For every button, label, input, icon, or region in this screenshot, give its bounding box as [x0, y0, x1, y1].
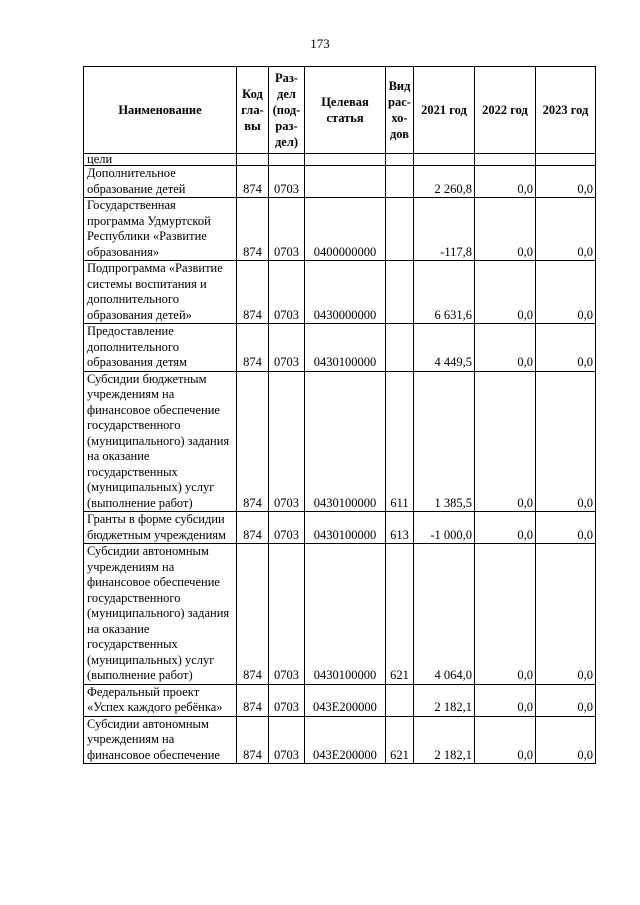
table-row [84, 512, 596, 544]
cell-2021: 2 182,1 [414, 684, 475, 716]
cell-statya: 0430000000 [305, 261, 386, 324]
cell-razdel: 0703 [269, 684, 305, 716]
cell-razdel: 0703 [269, 371, 305, 512]
cell-2021: 6 631,6 [414, 261, 475, 324]
cell-glava: 874 [237, 512, 269, 544]
cell-2022: 0,0 [475, 371, 536, 512]
table-row [84, 371, 596, 512]
header-razdel: Раз-дел (под-раз-дел) [269, 67, 305, 154]
cell-2021: 2 182,1 [414, 716, 475, 764]
cell-statya [305, 166, 386, 198]
cell-vid: 621 [386, 544, 414, 685]
header-2021: 2021 год [414, 67, 475, 154]
cell-glava: 874 [237, 166, 269, 198]
cell-vid: 613 [386, 512, 414, 544]
header-glava: Код гла-вы [237, 67, 269, 154]
cell-2021: 2 260,8 [414, 166, 475, 198]
cell-2022: 0,0 [475, 166, 536, 198]
cell-glava: 874 [237, 371, 269, 512]
header-2022: 2022 год [475, 67, 536, 154]
cell-statya: 0430100000 [305, 512, 386, 544]
cell-glava: 874 [237, 198, 269, 261]
cell-2022: 0,0 [475, 684, 536, 716]
cell-razdel: 0703 [269, 261, 305, 324]
table-row [84, 544, 596, 685]
cell-razdel: 0703 [269, 324, 305, 372]
cell-2023: 0,0 [536, 324, 596, 372]
table-row [84, 684, 596, 716]
cell-vid [386, 684, 414, 716]
cell-2023: 0,0 [536, 512, 596, 544]
cell-2022: 0,0 [475, 544, 536, 685]
cell-2021: 4 449,5 [414, 324, 475, 372]
cell-statya: 0430100000 [305, 371, 386, 512]
cell-razdel: 0703 [269, 716, 305, 764]
table-row [84, 166, 596, 198]
cell-2023: 0,0 [536, 198, 596, 261]
cell-name: Федеральный проект «Успех каждого ребёнка» [84, 684, 237, 716]
table-row [84, 324, 596, 372]
cell-2022: 0,0 [475, 512, 536, 544]
cell-name: Предоставление дополнительного образования детям [84, 324, 237, 372]
cell-2022: 0,0 [475, 198, 536, 261]
cell-statya: 0430100000 [305, 324, 386, 372]
table-header [84, 67, 596, 154]
cell-razdel: 0703 [269, 512, 305, 544]
cell-statya: 0400000000 [305, 198, 386, 261]
cell-2023: 0,0 [536, 166, 596, 198]
cell-2023: 0,0 [536, 544, 596, 685]
cell-2022: 0,0 [475, 261, 536, 324]
cell-2021: -117,8 [414, 198, 475, 261]
cell-vid: 611 [386, 371, 414, 512]
cell-2023: 0,0 [536, 716, 596, 764]
cell-2021: 4 064,0 [414, 544, 475, 685]
table-row-continuation [84, 154, 596, 166]
cell-glava: 874 [237, 544, 269, 685]
cell-2021: -1 000,0 [414, 512, 475, 544]
cell-vid [386, 324, 414, 372]
cell-name: Подпрограмма «Развитие системы воспитания и дополнительного образования детей» [84, 261, 237, 324]
cell-statya: 043E200000 [305, 684, 386, 716]
cell-statya: 0430100000 [305, 544, 386, 685]
cell-razdel: 0703 [269, 544, 305, 685]
header-vid: Вид рас-хо-дов [386, 67, 414, 154]
header-name: Наименование [84, 67, 237, 154]
cell-name: Гранты в форме субсидии бюджетным учреждениям [84, 512, 237, 544]
cell-vid [386, 166, 414, 198]
cell-name: Субсидии автономным учреждениям на финансовое обеспечение государственного (муниципального) задания на оказание государственных (муниципальных) услуг (выполнение работ) [84, 544, 237, 685]
cell-2023: 0,0 [536, 684, 596, 716]
cell-glava: 874 [237, 324, 269, 372]
cell-razdel: 0703 [269, 198, 305, 261]
table-row [84, 198, 596, 261]
cell-vid: 621 [386, 716, 414, 764]
cell-2023: 0,0 [536, 261, 596, 324]
cell-name: цели [84, 154, 237, 166]
cell-glava: 874 [237, 684, 269, 716]
budget-table [83, 66, 596, 764]
table-row [84, 261, 596, 324]
cell-name: Субсидии бюджетным учреждениям на финансовое обеспечение государственного (муниципального) задания на оказание государственных (муниципальных) услуг (выполнение работ) [84, 371, 237, 512]
header-statya: Целевая статья [305, 67, 386, 154]
cell-2021: 1 385,5 [414, 371, 475, 512]
table-row [84, 716, 596, 764]
header-2023: 2023 год [536, 67, 596, 154]
cell-razdel: 0703 [269, 166, 305, 198]
cell-vid [386, 198, 414, 261]
cell-statya: 043E200000 [305, 716, 386, 764]
cell-2022: 0,0 [475, 324, 536, 372]
cell-glava: 874 [237, 261, 269, 324]
cell-vid [386, 261, 414, 324]
cell-name: Государственная программа Удмуртской Республики «Развитие образования» [84, 198, 237, 261]
cell-name: Субсидии автономным учреждениям на финансовое обеспечение [84, 716, 237, 764]
cell-2022: 0,0 [475, 716, 536, 764]
cell-2023: 0,0 [536, 371, 596, 512]
cell-name: Дополнительное образование детей [84, 166, 237, 198]
page-number: 173 [310, 36, 330, 51]
cell-glava: 874 [237, 716, 269, 764]
